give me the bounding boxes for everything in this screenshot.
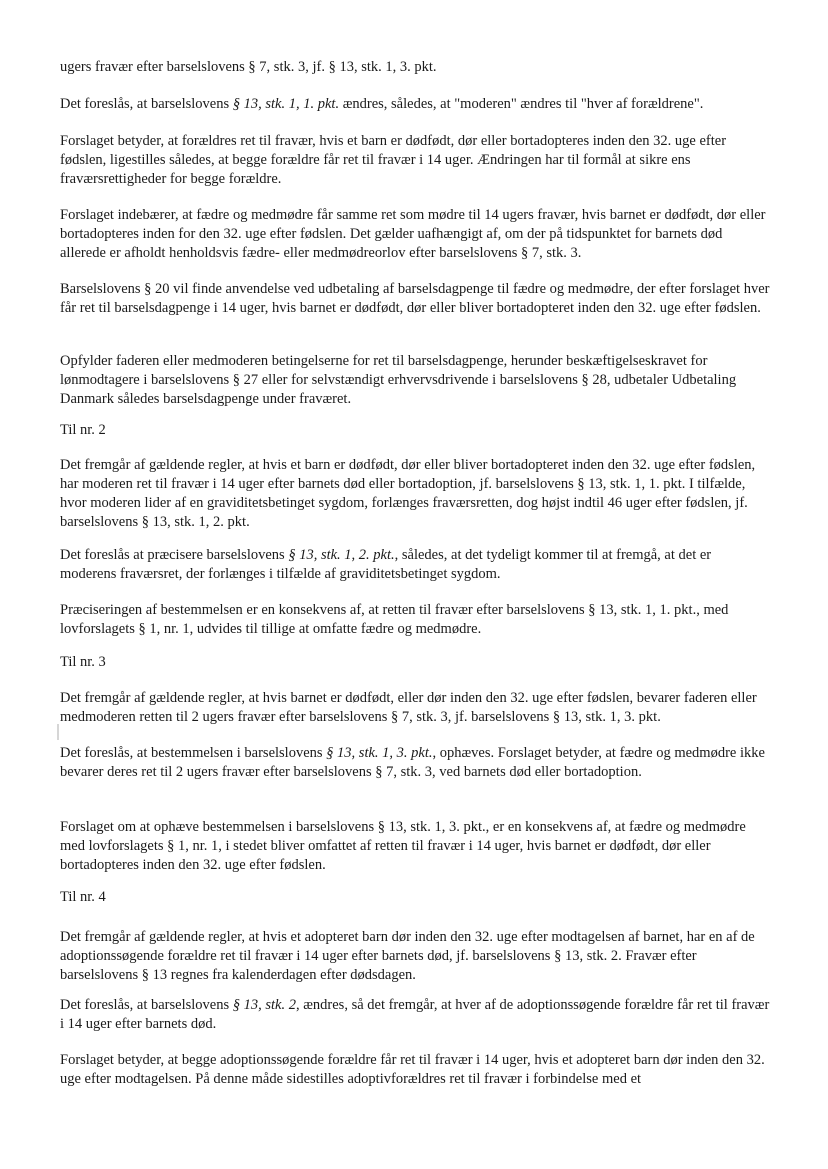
margin-mark [57,724,59,740]
paragraph: Det foreslås at præcisere barselslovens § 13, stk. 1, 2. pkt., således, at det tydeligt kommer til at fremgå, at det er moderens fraværsret, der forlænges i tilfælde af graviditetsbetinget sygdom. [60,547,712,582]
paragraph: Præciseringen af bestemmelsen er en konsekvens af, at retten til fravær efter barselslovens § 13, stk. 1, 1. pkt., med lovforslagets § 1, nr. 1, udvides til tillige at omfatte fædre og medmødre. [60,602,729,637]
section-heading: Til nr. 4 [60,889,106,905]
section-heading: Til nr. 3 [60,654,106,670]
paragraph: Opfylder faderen eller medmoderen betingelserne for ret til barselsdagpenge, herunder beskæftigelseskravet for lønmodtagere i barselslovens § 27 eller for selvstændigt erhvervsdrivende i barselslovens § 28, udbetaler Udbetaling Danmark således barselsdagpenge under fraværet. [60,353,737,407]
law-reference: § 13, stk. 1, 2. pkt. [288,547,395,563]
paragraph: Det fremgår af gældende regler, at hvis et adopteret barn dør inden den 32. uge efter modtagelsen af barnet, har en af de adoptionssøgende forældre ret til fravær i 14 uger efter barnets død, jf. barselslovens § 13, stk. 2. Fravær efter barselslovens § 13 regnes fra kalenderdagen efter dødsdagen. [60,929,755,983]
paragraph: Det fremgår af gældende regler, at hvis et barn er dødfødt, dør eller bliver bortadopteret inden den 32. uge efter fødslen, har moderen ret til fravær i 14 uger efter barnets død eller bortadoption, jf. barselslovens § 13, stk. 1, 1. pkt. I tilfælde, hvor moderen lider af en graviditetsbetinget sygdom, forlænges fraværsretten, dog højst indtil 46 uger efter fødslen, jf. barselslovens § 13, stk. 1, 2. pkt. [60,457,756,530]
paragraph: Forslaget indebærer, at fædre og medmødre får samme ret som mødre til 14 ugers fravær, hvis barnet er dødfødt, dør eller bortadopteres inden for den 32. uge efter fødslen. Det gælder uafhængigt af, om der på tidspunktet for barnets død allerede er afholdt henholdsvis fædre- eller medmødreorlov efter barselslovens § 7, stk. 3. [60,207,766,261]
paragraph: Barselslovens § 20 vil finde anvendelse ved udbetaling af barselsdagpenge til fædre og medmødre, der efter forslaget hver får ret til barselsdagpenge i 14 uger, hvis barnet er dødfødt, dør eller bliver bortadopteret inden den 32. uge efter fødslen. [60,281,770,316]
law-reference: § 13, stk. 1, 3. pkt. [326,745,433,761]
law-reference: § 13, stk. 1, 1. pkt. [232,96,340,112]
paragraph: Det foreslås, at barselslovens § 13, stk. 2, ændres, så det fremgår, at hver af de adoptionssøgende forældre får ret til fravær i 14 uger efter barnets død. [60,997,770,1032]
paragraph: ugers fravær efter barselslovens § 7, stk. 3, jf. § 13, stk. 1, 3. pkt. [60,59,437,75]
paragraph: Det foreslås, at barselslovens § 13, stk. 1, 1. pkt. ændres, således, at "moderen" ændres til "hver af forældrene". [60,96,704,112]
paragraph: Forslaget betyder, at forældres ret til fravær, hvis et barn er dødfødt, dør eller bortadopteres inden den 32. uge efter fødslen, ligestilles således, at begge forældre får ret til fravær i 14 uger. Ændringen har til formål at sikre ens fraværsrettigheder for begge forældre. [60,133,727,187]
paragraph: Forslaget betyder, at begge adoptionssøgende forældre får ret til fravær i 14 uger, hvis et adopteret barn dør inden den 32. uge efter modtagelsen. På denne måde sidestilles adoptivforældres ret til fravær i forbindelse med et [60,1052,765,1087]
paragraph: Det fremgår af gældende regler, at hvis barnet er dødfødt, eller dør inden den 32. uge efter fødslen, bevarer faderen eller medmoderen retten til 2 ugers fravær efter barselslovens § 7, stk. 3, jf. barselslovens § 13, stk. 1, 3. pkt. [60,690,757,725]
paragraph: Det foreslås, at bestemmelsen i barselslovens § 13, stk. 1, 3. pkt., ophæves. Forslaget betyder, at fædre og medmødre ikke bevarer deres ret til 2 ugers fravær efter barselslovens § 7, stk. 3, ved barnets død eller bortadoption. [60,745,765,780]
section-heading: Til nr. 2 [60,422,106,438]
law-reference: § 13, stk. 2 [232,997,296,1013]
paragraph: Forslaget om at ophæve bestemmelsen i barselslovens § 13, stk. 1, 3. pkt., er en konsekvens af, at fædre og medmødre med lovforslagets § 1, nr. 1, i stedet bliver omfattet af retten til fravær i 14 uger, hvis barnet er dødfødt, dør eller bortadopteres inden den 32. uge efter fødslen. [60,819,746,873]
